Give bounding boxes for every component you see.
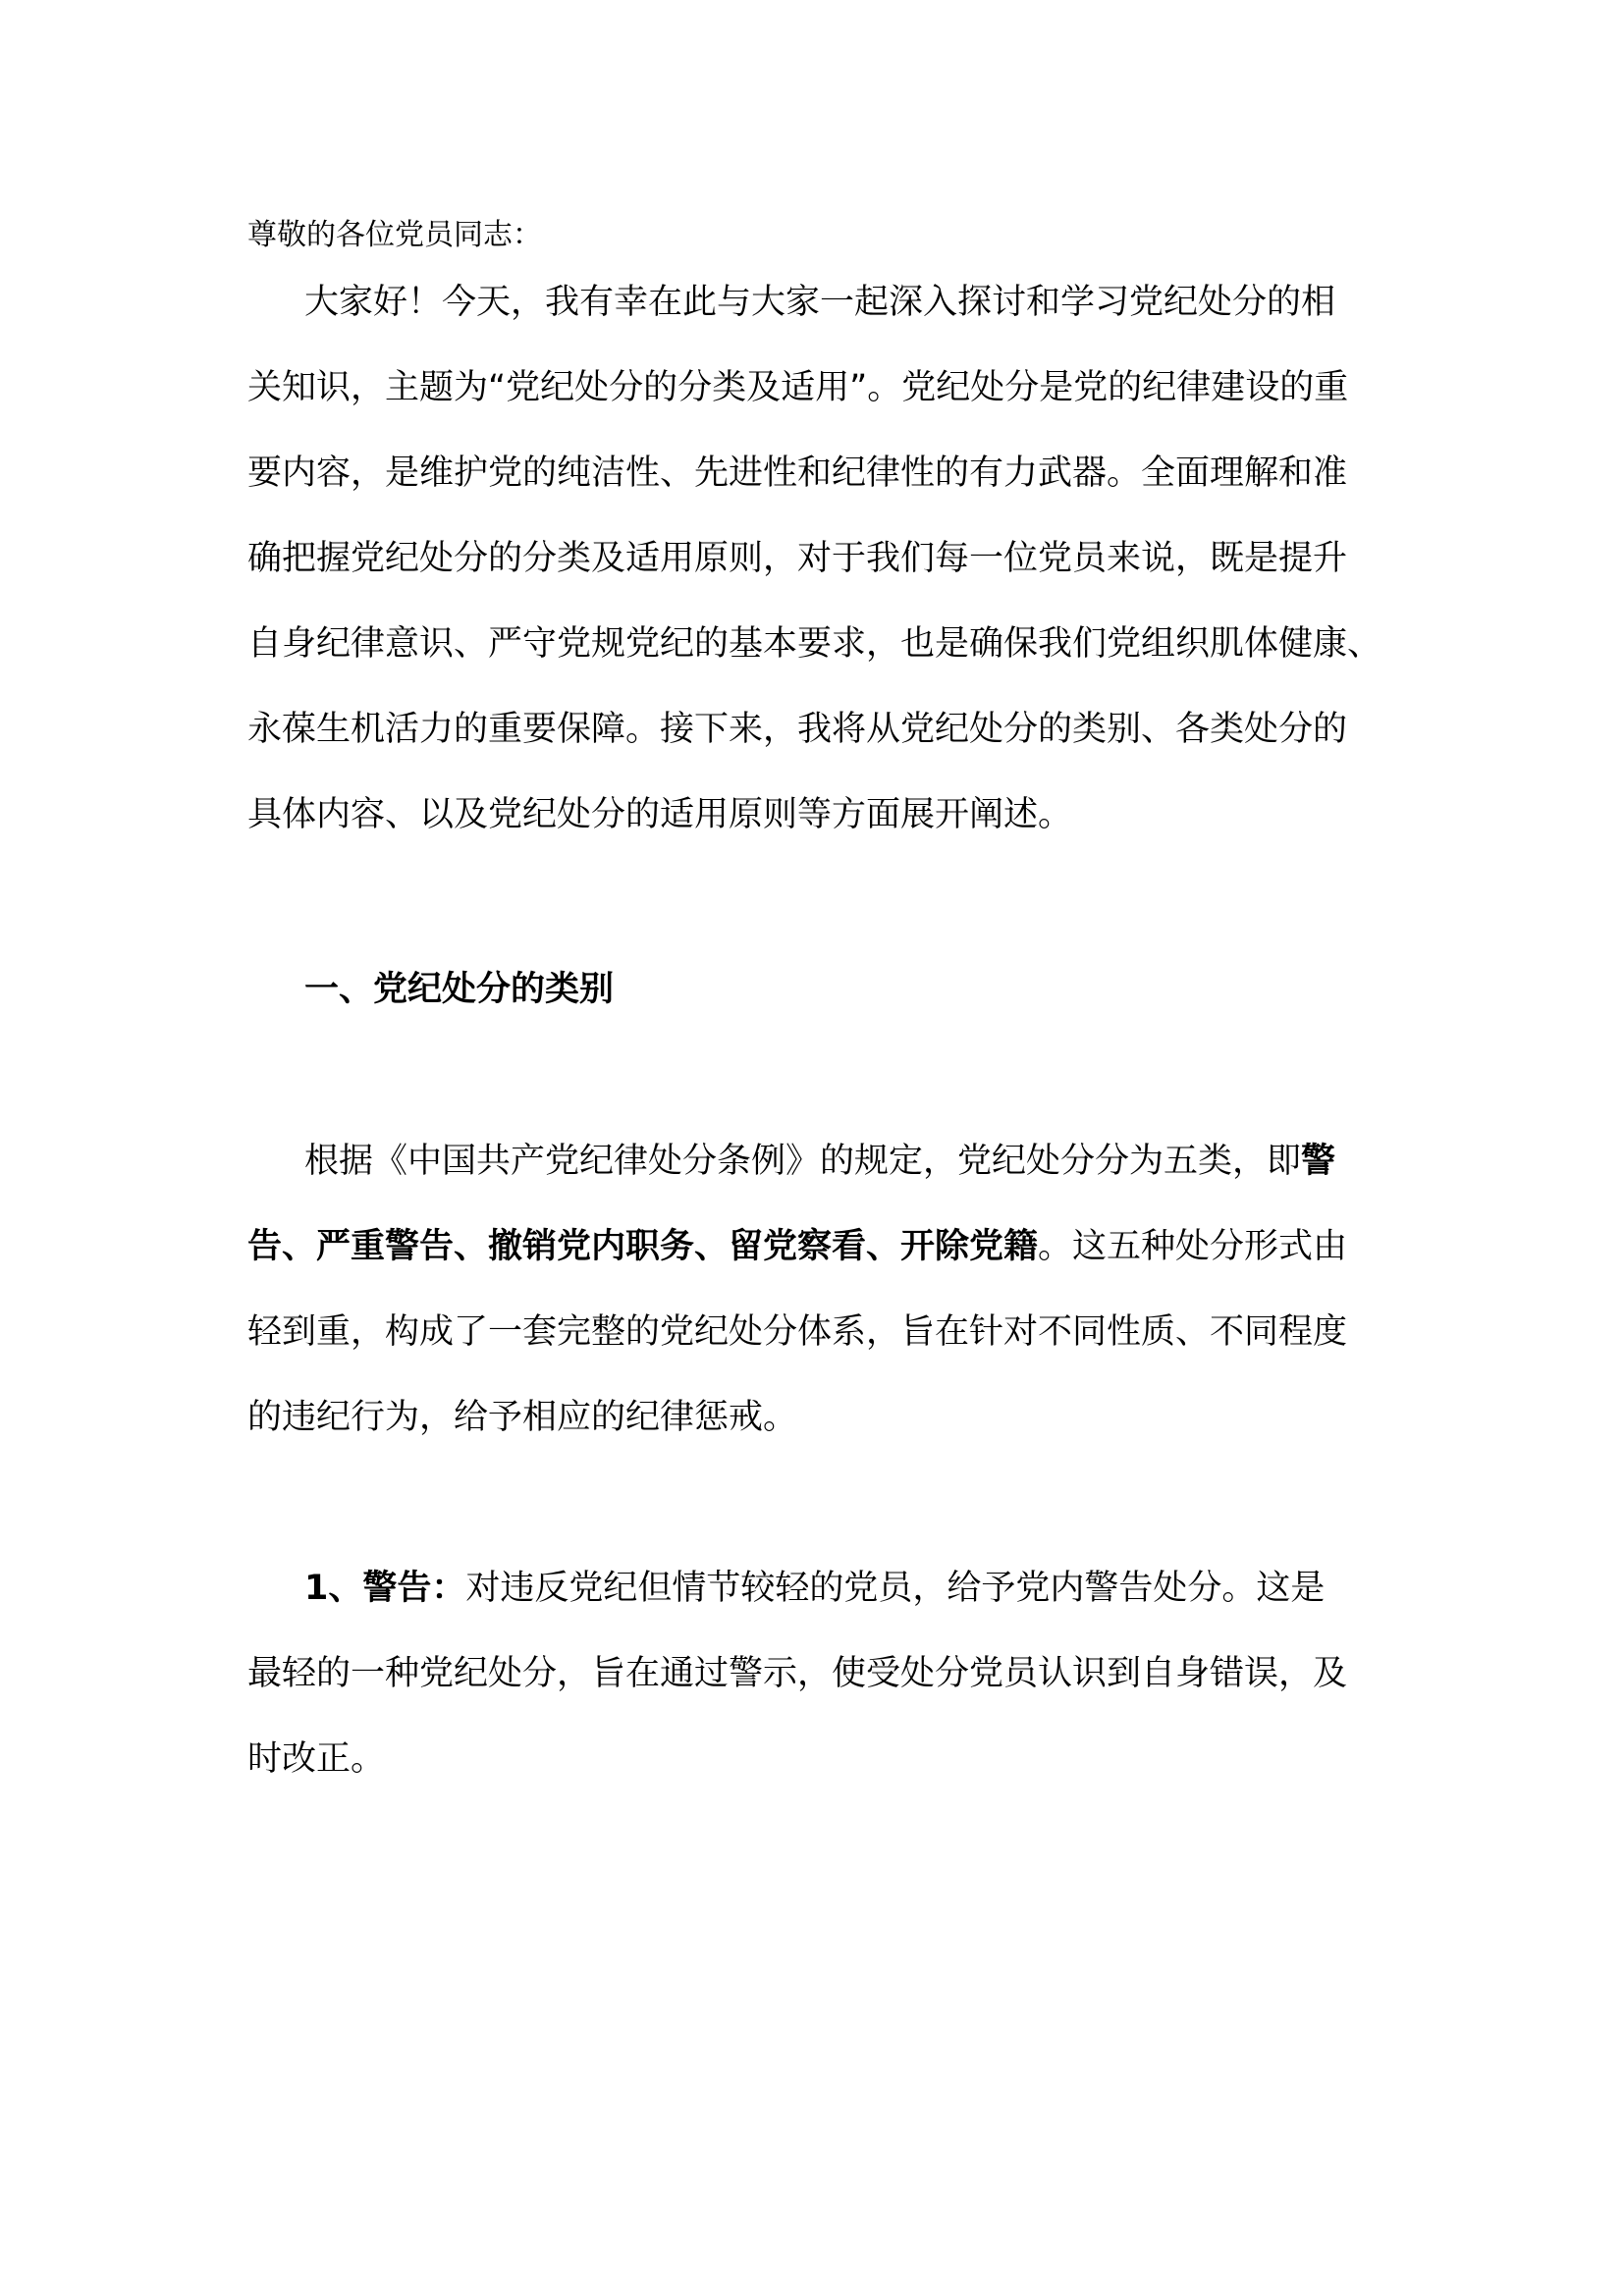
warning-paragraph	[247, 1546, 1426, 1802]
categories-line-3: 轻到重，构成了一套完整的党纪处分体系，旨在针对不同性质、不同程度	[247, 1312, 1348, 1352]
categories-bold: 警	[1301, 1142, 1336, 1181]
intro-line: 永葆生机活力的重要保障。接下来，我将从党纪处分的类别、各类处分的	[247, 710, 1348, 749]
categories-line-1	[247, 1119, 1426, 1204]
intro-line: 具体内容、以及党纪处分的适用原则等方面展开阐述。	[247, 795, 1073, 834]
intro-paragraph	[247, 260, 1426, 858]
categories-text: 。这五种处分形式由	[1038, 1227, 1348, 1266]
warning-line-1	[247, 1546, 1426, 1631]
intro-line: 大家好！今天，我有幸在此与大家一起深入探讨和学习党纪处分的相	[304, 283, 1336, 322]
intro-line: 关知识，主题为“党纪处分的分类及适用”。党纪处分是党的纪律建设的重	[247, 368, 1349, 407]
warning-label: 1、警告：	[304, 1569, 466, 1608]
intro-line: 要内容，是维护党的纯洁性、先进性和纪律性的有力武器。全面理解和准	[247, 454, 1348, 493]
warning-line-3: 时改正。	[247, 1739, 386, 1779]
warning-text: 对违反党纪但情节较轻的党员，给予党内警告处分。这是	[465, 1569, 1326, 1608]
intro-line: 自身纪律意识、严守党规党纪的基本要求，也是确保我们党组织肌体健康、	[247, 624, 1382, 664]
categories-bold: 告、严重警告、撤销党内职务、留党察看、开除党籍	[247, 1227, 1039, 1266]
categories-line-4: 的违纪行为，给予相应的纪律惩戒。	[247, 1398, 798, 1437]
categories-paragraph	[247, 1119, 1426, 1461]
warning-line-2: 最轻的一种党纪处分，旨在通过警示，使受处分党员认识到自身错误，及	[247, 1654, 1348, 1693]
categories-line-2	[247, 1204, 1426, 1290]
section-heading: 一、党纪处分的类别	[304, 970, 615, 1009]
categories-text: 根据《中国共产党纪律处分条例》的规定，党纪处分分为五类，即	[304, 1142, 1302, 1181]
greeting: 尊敬的各位党员同志：	[247, 218, 542, 252]
intro-line: 确把握党纪处分的分类及适用原则，对于我们每一位党员来说，既是提升	[247, 539, 1348, 578]
